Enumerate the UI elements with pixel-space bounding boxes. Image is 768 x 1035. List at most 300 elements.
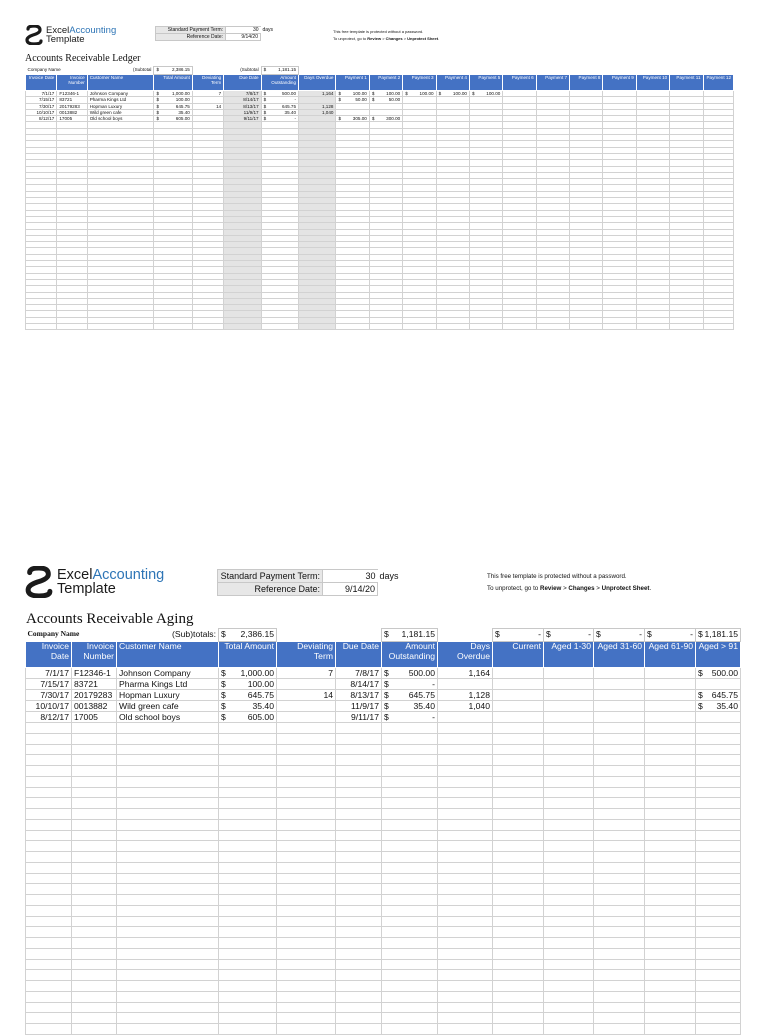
table-cell[interactable] — [117, 862, 219, 873]
table-cell[interactable] — [277, 873, 336, 884]
table-cell[interactable] — [117, 852, 219, 863]
table-cell[interactable] — [696, 819, 741, 830]
table-cell[interactable] — [277, 819, 336, 830]
table-cell[interactable] — [493, 873, 544, 884]
table-cell[interactable] — [72, 1013, 117, 1024]
table-cell[interactable] — [544, 916, 594, 927]
table-cell[interactable] — [696, 712, 741, 723]
table-cell[interactable] — [594, 991, 645, 1002]
table-cell[interactable] — [26, 787, 72, 798]
table-cell[interactable] — [544, 830, 594, 841]
table-cell[interactable] — [594, 819, 645, 830]
table-cell[interactable] — [26, 766, 72, 777]
table-cell[interactable] — [117, 884, 219, 895]
table-cell[interactable] — [299, 323, 336, 329]
table-cell[interactable] — [544, 744, 594, 755]
table-cell[interactable] — [544, 787, 594, 798]
table-cell[interactable] — [544, 819, 594, 830]
table-cell[interactable]: $ - — [261, 116, 298, 122]
table-cell[interactable] — [493, 1024, 544, 1035]
table-cell[interactable]: Old school boys — [117, 712, 219, 723]
table-cell[interactable] — [117, 798, 219, 809]
table-cell[interactable] — [117, 723, 219, 734]
table-cell[interactable] — [277, 970, 336, 981]
table-cell[interactable] — [219, 1013, 277, 1024]
table-cell[interactable] — [544, 809, 594, 820]
table-cell[interactable] — [26, 733, 72, 744]
table-cell[interactable] — [544, 1013, 594, 1024]
table-cell[interactable] — [594, 981, 645, 992]
table-cell[interactable] — [645, 1002, 696, 1013]
table-cell[interactable] — [26, 1024, 72, 1035]
table-cell[interactable] — [382, 723, 438, 734]
table-cell[interactable] — [493, 755, 544, 766]
table-cell[interactable] — [696, 776, 741, 787]
table-cell[interactable]: 17005 — [72, 712, 117, 723]
table-cell[interactable]: $ 645.75 — [154, 103, 192, 109]
table-cell[interactable] — [670, 323, 703, 329]
table-cell[interactable]: 10/10/17 — [26, 109, 57, 115]
table-cell[interactable] — [72, 873, 117, 884]
table-cell[interactable] — [117, 1002, 219, 1013]
table-cell[interactable]: 14 — [277, 690, 336, 701]
table-cell[interactable] — [219, 776, 277, 787]
table-cell[interactable] — [382, 970, 438, 981]
table-cell[interactable] — [117, 981, 219, 992]
table-cell[interactable] — [382, 819, 438, 830]
table-cell[interactable] — [544, 970, 594, 981]
table-cell[interactable] — [493, 690, 544, 701]
table-cell[interactable] — [57, 323, 87, 329]
table-cell[interactable] — [219, 798, 277, 809]
table-cell[interactable] — [438, 1002, 493, 1013]
table-cell[interactable]: 1,040 — [299, 109, 336, 115]
table-cell[interactable] — [117, 959, 219, 970]
table-cell[interactable] — [696, 884, 741, 895]
table-cell[interactable] — [594, 970, 645, 981]
table-cell[interactable] — [117, 916, 219, 927]
table-cell[interactable] — [26, 852, 72, 863]
table-cell[interactable] — [72, 938, 117, 949]
table-cell[interactable]: $ 645.75 — [219, 690, 277, 701]
table-cell[interactable] — [493, 916, 544, 927]
table-cell[interactable]: 1,128 — [299, 103, 336, 109]
table-cell[interactable] — [277, 744, 336, 755]
table-cell[interactable] — [26, 323, 57, 329]
table-cell[interactable] — [277, 755, 336, 766]
table-cell[interactable]: $ 35.40 — [382, 701, 438, 712]
table-cell[interactable] — [219, 755, 277, 766]
table-cell[interactable]: 8/14/17 — [336, 679, 382, 690]
table-cell[interactable] — [438, 905, 493, 916]
table-cell[interactable] — [277, 787, 336, 798]
table-cell[interactable]: 17005 — [57, 116, 87, 122]
table-cell[interactable] — [336, 991, 382, 1002]
table-cell[interactable] — [696, 948, 741, 959]
table-cell[interactable]: $ 500.00 — [696, 668, 741, 679]
table-cell[interactable] — [26, 905, 72, 916]
table-cell[interactable] — [72, 1024, 117, 1035]
table-cell[interactable] — [336, 723, 382, 734]
table-cell[interactable] — [645, 1013, 696, 1024]
table-cell[interactable] — [72, 991, 117, 1002]
table-cell[interactable] — [594, 744, 645, 755]
table-cell[interactable]: $ 100.00 — [436, 91, 469, 97]
table-cell[interactable] — [382, 862, 438, 873]
table-cell[interactable] — [594, 723, 645, 734]
table-cell[interactable] — [403, 323, 436, 329]
table-cell[interactable] — [493, 723, 544, 734]
table-cell[interactable] — [72, 959, 117, 970]
table-cell[interactable] — [26, 776, 72, 787]
table-cell[interactable] — [72, 862, 117, 873]
table-cell[interactable]: $ 35.40 — [154, 109, 192, 115]
table-cell[interactable] — [696, 895, 741, 906]
table-cell[interactable]: Johnson Company — [87, 91, 154, 97]
table-cell[interactable] — [26, 862, 72, 873]
table-cell[interactable] — [72, 852, 117, 863]
table-cell[interactable]: $ 35.40 — [261, 109, 298, 115]
table-cell[interactable] — [493, 787, 544, 798]
table-cell[interactable] — [117, 873, 219, 884]
table-cell[interactable] — [277, 991, 336, 1002]
table-cell[interactable]: 8/12/17 — [26, 116, 57, 122]
table-cell[interactable] — [277, 1002, 336, 1013]
table-cell[interactable] — [645, 819, 696, 830]
table-cell[interactable]: $ 645.75 — [696, 690, 741, 701]
table-cell[interactable] — [594, 679, 645, 690]
table-cell[interactable]: $ 605.00 — [219, 712, 277, 723]
table-cell[interactable] — [645, 723, 696, 734]
table-cell[interactable] — [382, 905, 438, 916]
table-cell[interactable] — [544, 766, 594, 777]
table-cell[interactable] — [438, 873, 493, 884]
table-cell[interactable] — [544, 991, 594, 1002]
table-cell[interactable] — [696, 809, 741, 820]
table-cell[interactable] — [438, 819, 493, 830]
table-cell[interactable] — [438, 830, 493, 841]
table-cell[interactable] — [277, 1024, 336, 1035]
table-cell[interactable] — [219, 873, 277, 884]
table-cell[interactable] — [645, 938, 696, 949]
table-cell[interactable] — [117, 841, 219, 852]
table-cell[interactable] — [493, 701, 544, 712]
table-cell[interactable] — [493, 970, 544, 981]
table-cell[interactable] — [503, 323, 536, 329]
table-cell[interactable] — [219, 916, 277, 927]
table-cell[interactable] — [544, 668, 594, 679]
table-cell[interactable] — [438, 927, 493, 938]
table-cell[interactable] — [438, 841, 493, 852]
table-cell[interactable] — [277, 862, 336, 873]
table-cell[interactable] — [26, 916, 72, 927]
table-cell[interactable] — [26, 959, 72, 970]
table-cell[interactable] — [493, 981, 544, 992]
table-cell[interactable]: 8/12/17 — [26, 712, 72, 723]
table-cell[interactable] — [594, 948, 645, 959]
table-cell[interactable] — [382, 873, 438, 884]
table-cell[interactable] — [26, 948, 72, 959]
table-cell[interactable] — [336, 981, 382, 992]
table-cell[interactable] — [219, 744, 277, 755]
table-cell[interactable] — [117, 970, 219, 981]
table-cell[interactable]: $ 50.00 — [369, 97, 402, 103]
table-cell[interactable] — [219, 1024, 277, 1035]
table-cell[interactable] — [72, 733, 117, 744]
table-cell[interactable] — [544, 862, 594, 873]
table-cell[interactable] — [696, 862, 741, 873]
table-cell[interactable] — [277, 852, 336, 863]
table-cell[interactable] — [117, 1013, 219, 1024]
table-cell[interactable] — [696, 970, 741, 981]
table-cell[interactable] — [72, 723, 117, 734]
table-cell[interactable]: $ 605.00 — [154, 116, 192, 122]
table-cell[interactable] — [696, 873, 741, 884]
table-cell[interactable] — [336, 862, 382, 873]
table-cell[interactable] — [696, 927, 741, 938]
table-cell[interactable]: 1,164 — [438, 668, 493, 679]
table-cell[interactable] — [26, 927, 72, 938]
table-cell[interactable] — [72, 841, 117, 852]
table-cell[interactable] — [219, 938, 277, 949]
table-cell[interactable] — [382, 1013, 438, 1024]
table-cell[interactable] — [493, 1002, 544, 1013]
table-cell[interactable] — [594, 733, 645, 744]
table-cell[interactable] — [219, 830, 277, 841]
table-cell[interactable] — [336, 1002, 382, 1013]
table-cell[interactable]: $ 100.00 — [336, 91, 369, 97]
table-cell[interactable] — [26, 991, 72, 1002]
table-cell[interactable]: 20179283 — [57, 103, 87, 109]
table-cell[interactable] — [336, 873, 382, 884]
table-cell[interactable]: Hopman Luxury — [117, 690, 219, 701]
table-cell[interactable] — [219, 927, 277, 938]
table-cell[interactable] — [336, 905, 382, 916]
table-cell[interactable] — [219, 852, 277, 863]
table-cell[interactable] — [382, 959, 438, 970]
table-cell[interactable]: 9/11/17 — [224, 116, 261, 122]
table-cell[interactable] — [219, 819, 277, 830]
table-cell[interactable]: 83721 — [57, 97, 87, 103]
table-cell[interactable]: F12346-1 — [72, 668, 117, 679]
table-cell[interactable] — [645, 991, 696, 1002]
table-cell[interactable] — [117, 819, 219, 830]
table-cell[interactable] — [277, 766, 336, 777]
table-cell[interactable] — [594, 701, 645, 712]
table-cell[interactable] — [26, 830, 72, 841]
table-cell[interactable] — [645, 766, 696, 777]
table-cell[interactable] — [469, 323, 502, 329]
table-cell[interactable] — [382, 798, 438, 809]
table-cell[interactable] — [594, 1002, 645, 1013]
table-cell[interactable]: $ 300.00 — [369, 116, 402, 122]
table-cell[interactable] — [645, 841, 696, 852]
table-cell[interactable] — [544, 948, 594, 959]
table-cell[interactable] — [696, 830, 741, 841]
table-cell[interactable] — [645, 787, 696, 798]
table-cell[interactable] — [696, 755, 741, 766]
table-cell[interactable] — [117, 1024, 219, 1035]
table-cell[interactable] — [382, 895, 438, 906]
table-cell[interactable] — [72, 798, 117, 809]
table-cell[interactable] — [382, 841, 438, 852]
table-cell[interactable] — [594, 668, 645, 679]
table-cell[interactable] — [277, 916, 336, 927]
table-cell[interactable] — [493, 862, 544, 873]
table-cell[interactable] — [72, 755, 117, 766]
table-cell[interactable] — [26, 755, 72, 766]
table-cell[interactable] — [636, 323, 669, 329]
table-cell[interactable] — [594, 830, 645, 841]
table-cell[interactable] — [493, 938, 544, 949]
table-cell[interactable] — [219, 905, 277, 916]
table-cell[interactable] — [117, 733, 219, 744]
table-cell[interactable] — [382, 948, 438, 959]
table-cell[interactable]: Wild green cafe — [117, 701, 219, 712]
table-cell[interactable] — [438, 733, 493, 744]
table-cell[interactable] — [570, 323, 603, 329]
refdate-value[interactable]: 9/14/20 — [323, 583, 378, 596]
table-cell[interactable] — [696, 991, 741, 1002]
table-cell[interactable]: Pharma Kings Ltd — [87, 97, 154, 103]
table-cell[interactable] — [26, 873, 72, 884]
table-cell[interactable] — [336, 830, 382, 841]
table-cell[interactable] — [594, 927, 645, 938]
table-cell[interactable]: 11/9/17 — [336, 701, 382, 712]
table-cell[interactable] — [369, 323, 402, 329]
table-cell[interactable] — [594, 690, 645, 701]
table-cell[interactable] — [594, 1013, 645, 1024]
table-cell[interactable] — [645, 916, 696, 927]
table-cell[interactable] — [87, 323, 154, 329]
table-cell[interactable] — [696, 1013, 741, 1024]
table-cell[interactable]: 7/1/17 — [26, 91, 57, 97]
table-cell[interactable] — [219, 841, 277, 852]
table-cell[interactable] — [645, 809, 696, 820]
table-cell[interactable] — [493, 830, 544, 841]
table-cell[interactable]: 1,128 — [438, 690, 493, 701]
table-cell[interactable]: $ 100.00 — [154, 97, 192, 103]
table-cell[interactable] — [645, 852, 696, 863]
table-cell[interactable] — [382, 755, 438, 766]
table-cell[interactable] — [696, 905, 741, 916]
table-cell[interactable] — [544, 1024, 594, 1035]
table-cell[interactable]: 7/30/17 — [26, 690, 72, 701]
table-cell[interactable] — [438, 991, 493, 1002]
table-cell[interactable] — [645, 895, 696, 906]
table-cell[interactable]: $ - — [261, 97, 298, 103]
table-cell[interactable] — [438, 948, 493, 959]
table-cell[interactable]: $ 35.40 — [696, 701, 741, 712]
table-cell[interactable]: 1,040 — [438, 701, 493, 712]
table-cell[interactable] — [277, 712, 336, 723]
table-cell[interactable] — [224, 323, 261, 329]
table-cell[interactable] — [696, 744, 741, 755]
table-cell[interactable] — [336, 841, 382, 852]
table-cell[interactable]: $ 500.00 — [261, 91, 298, 97]
table-cell[interactable] — [336, 938, 382, 949]
table-cell[interactable] — [594, 809, 645, 820]
table-cell[interactable] — [493, 1013, 544, 1024]
table-cell[interactable] — [336, 852, 382, 863]
table-cell[interactable] — [336, 927, 382, 938]
table-cell[interactable] — [645, 981, 696, 992]
table-cell[interactable] — [438, 852, 493, 863]
table-cell[interactable] — [277, 927, 336, 938]
table-cell[interactable] — [219, 895, 277, 906]
table-cell[interactable] — [117, 948, 219, 959]
table-cell[interactable]: Hopman Luxury — [87, 103, 154, 109]
table-cell[interactable] — [26, 970, 72, 981]
table-cell[interactable]: 10/10/17 — [26, 701, 72, 712]
table-cell[interactable] — [438, 755, 493, 766]
table-cell[interactable] — [382, 830, 438, 841]
table-cell[interactable]: $ - — [382, 712, 438, 723]
table-cell[interactable] — [544, 873, 594, 884]
table-cell[interactable] — [72, 809, 117, 820]
table-cell[interactable] — [336, 798, 382, 809]
table-cell[interactable] — [438, 895, 493, 906]
table-cell[interactable] — [219, 733, 277, 744]
table-cell[interactable] — [594, 862, 645, 873]
table-cell[interactable] — [696, 679, 741, 690]
table-cell[interactable] — [26, 744, 72, 755]
table-cell[interactable] — [438, 712, 493, 723]
table-cell[interactable] — [26, 798, 72, 809]
table-cell[interactable]: 7/30/17 — [26, 103, 57, 109]
table-cell[interactable] — [72, 766, 117, 777]
table-cell[interactable]: 20179283 — [72, 690, 117, 701]
table-cell[interactable] — [117, 787, 219, 798]
table-cell[interactable] — [493, 776, 544, 787]
table-cell[interactable] — [117, 938, 219, 949]
table-cell[interactable]: $ 100.00 — [403, 91, 436, 97]
table-cell[interactable] — [277, 841, 336, 852]
table-cell[interactable] — [594, 884, 645, 895]
table-cell[interactable] — [544, 690, 594, 701]
table-cell[interactable] — [277, 776, 336, 787]
table-cell[interactable]: $ 100.00 — [469, 91, 502, 97]
table-cell[interactable]: Pharma Kings Ltd — [117, 679, 219, 690]
table-cell[interactable] — [219, 981, 277, 992]
table-cell[interactable] — [493, 679, 544, 690]
table-cell[interactable] — [117, 755, 219, 766]
table-cell[interactable] — [219, 948, 277, 959]
table-cell[interactable] — [277, 798, 336, 809]
table-cell[interactable] — [117, 905, 219, 916]
table-cell[interactable] — [645, 1024, 696, 1035]
table-cell[interactable] — [277, 884, 336, 895]
table-cell[interactable] — [219, 723, 277, 734]
table-cell[interactable] — [277, 733, 336, 744]
table-cell[interactable] — [336, 733, 382, 744]
table-cell[interactable] — [382, 744, 438, 755]
table-cell[interactable] — [696, 787, 741, 798]
table-cell[interactable] — [219, 991, 277, 1002]
table-cell[interactable] — [544, 755, 594, 766]
table-cell[interactable] — [493, 668, 544, 679]
table-cell[interactable]: 7/1/17 — [26, 668, 72, 679]
table-cell[interactable] — [696, 938, 741, 949]
table-cell[interactable] — [336, 959, 382, 970]
table-cell[interactable] — [438, 679, 493, 690]
table-cell[interactable]: 0013882 — [72, 701, 117, 712]
table-cell[interactable] — [696, 916, 741, 927]
table-cell[interactable] — [277, 701, 336, 712]
table-cell[interactable] — [493, 884, 544, 895]
table-cell[interactable] — [544, 927, 594, 938]
table-cell[interactable] — [382, 809, 438, 820]
